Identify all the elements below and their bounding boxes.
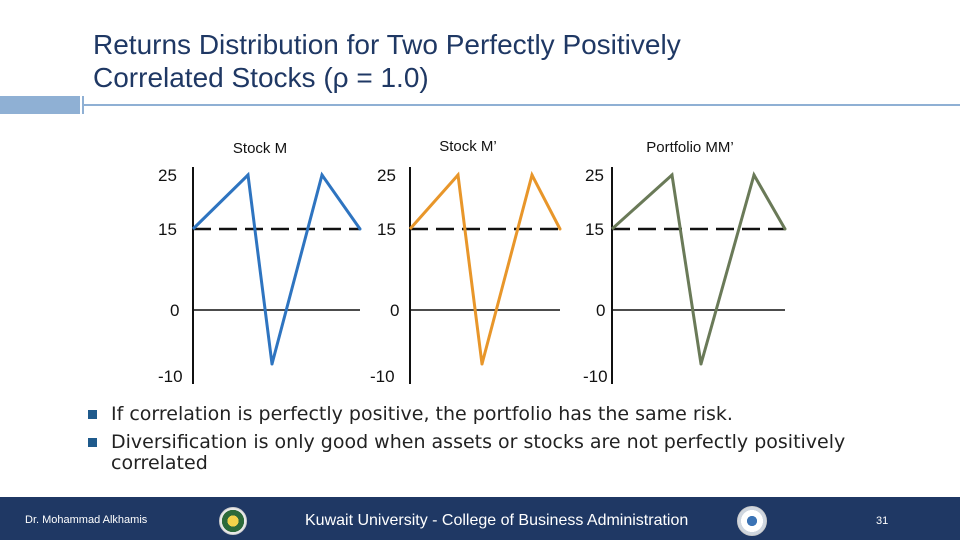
data-point [359, 228, 362, 231]
series-line [193, 175, 360, 364]
university-seal-icon [219, 507, 247, 535]
y-tick-label: 0 [596, 301, 606, 320]
chart-title: Stock M [232, 140, 288, 157]
page-number: 31 [876, 515, 889, 527]
data-point [457, 174, 460, 177]
bullet-square-icon [88, 438, 97, 447]
title-line-1: Returns Distribution for Two Perfectly Positively [93, 29, 681, 60]
college-logo-icon [737, 506, 767, 536]
title-line-2: Correlated Stocks (ρ = 1.0) [93, 62, 429, 93]
y-tick-label: 25 [585, 166, 604, 185]
data-point [247, 174, 250, 177]
y-tick-label: 15 [377, 220, 396, 239]
data-point [481, 363, 484, 366]
y-tick-label: -10 [370, 367, 395, 386]
y-tick-label: 0 [390, 301, 400, 320]
data-point [559, 228, 562, 231]
footer-author: Dr. Mohammad Alkhamis [25, 514, 148, 526]
bullet-list [88, 404, 908, 481]
bullet-item [88, 404, 908, 425]
footer-institution: Kuwait University - College of Business Administration [305, 512, 689, 529]
data-point [271, 363, 274, 366]
y-tick-label: 0 [170, 301, 180, 320]
series-line [410, 175, 560, 364]
bullet-text: If correlation is perfectly positive, the portfolio has the same risk. [111, 403, 733, 425]
series-line [612, 175, 785, 364]
y-tick-label: -10 [583, 367, 608, 386]
y-tick-label: 25 [377, 166, 396, 185]
data-point [753, 174, 756, 177]
data-point [531, 174, 534, 177]
chart-title: Portfolio MM’ [646, 139, 734, 156]
y-tick-label: 15 [585, 220, 604, 239]
y-tick-label: 25 [158, 166, 177, 185]
y-tick-label: -10 [158, 367, 183, 386]
bullet-text: Diversification is only good when assets or stocks are not perfectly positively correlated [111, 431, 846, 474]
data-point [671, 174, 674, 177]
bullet-square-icon [88, 410, 97, 419]
data-point [700, 363, 703, 366]
data-point [321, 174, 324, 177]
chart-title: Stock M’ [439, 138, 497, 155]
data-point [784, 228, 787, 231]
y-tick-label: 15 [158, 220, 177, 239]
bullet-item [88, 432, 908, 474]
